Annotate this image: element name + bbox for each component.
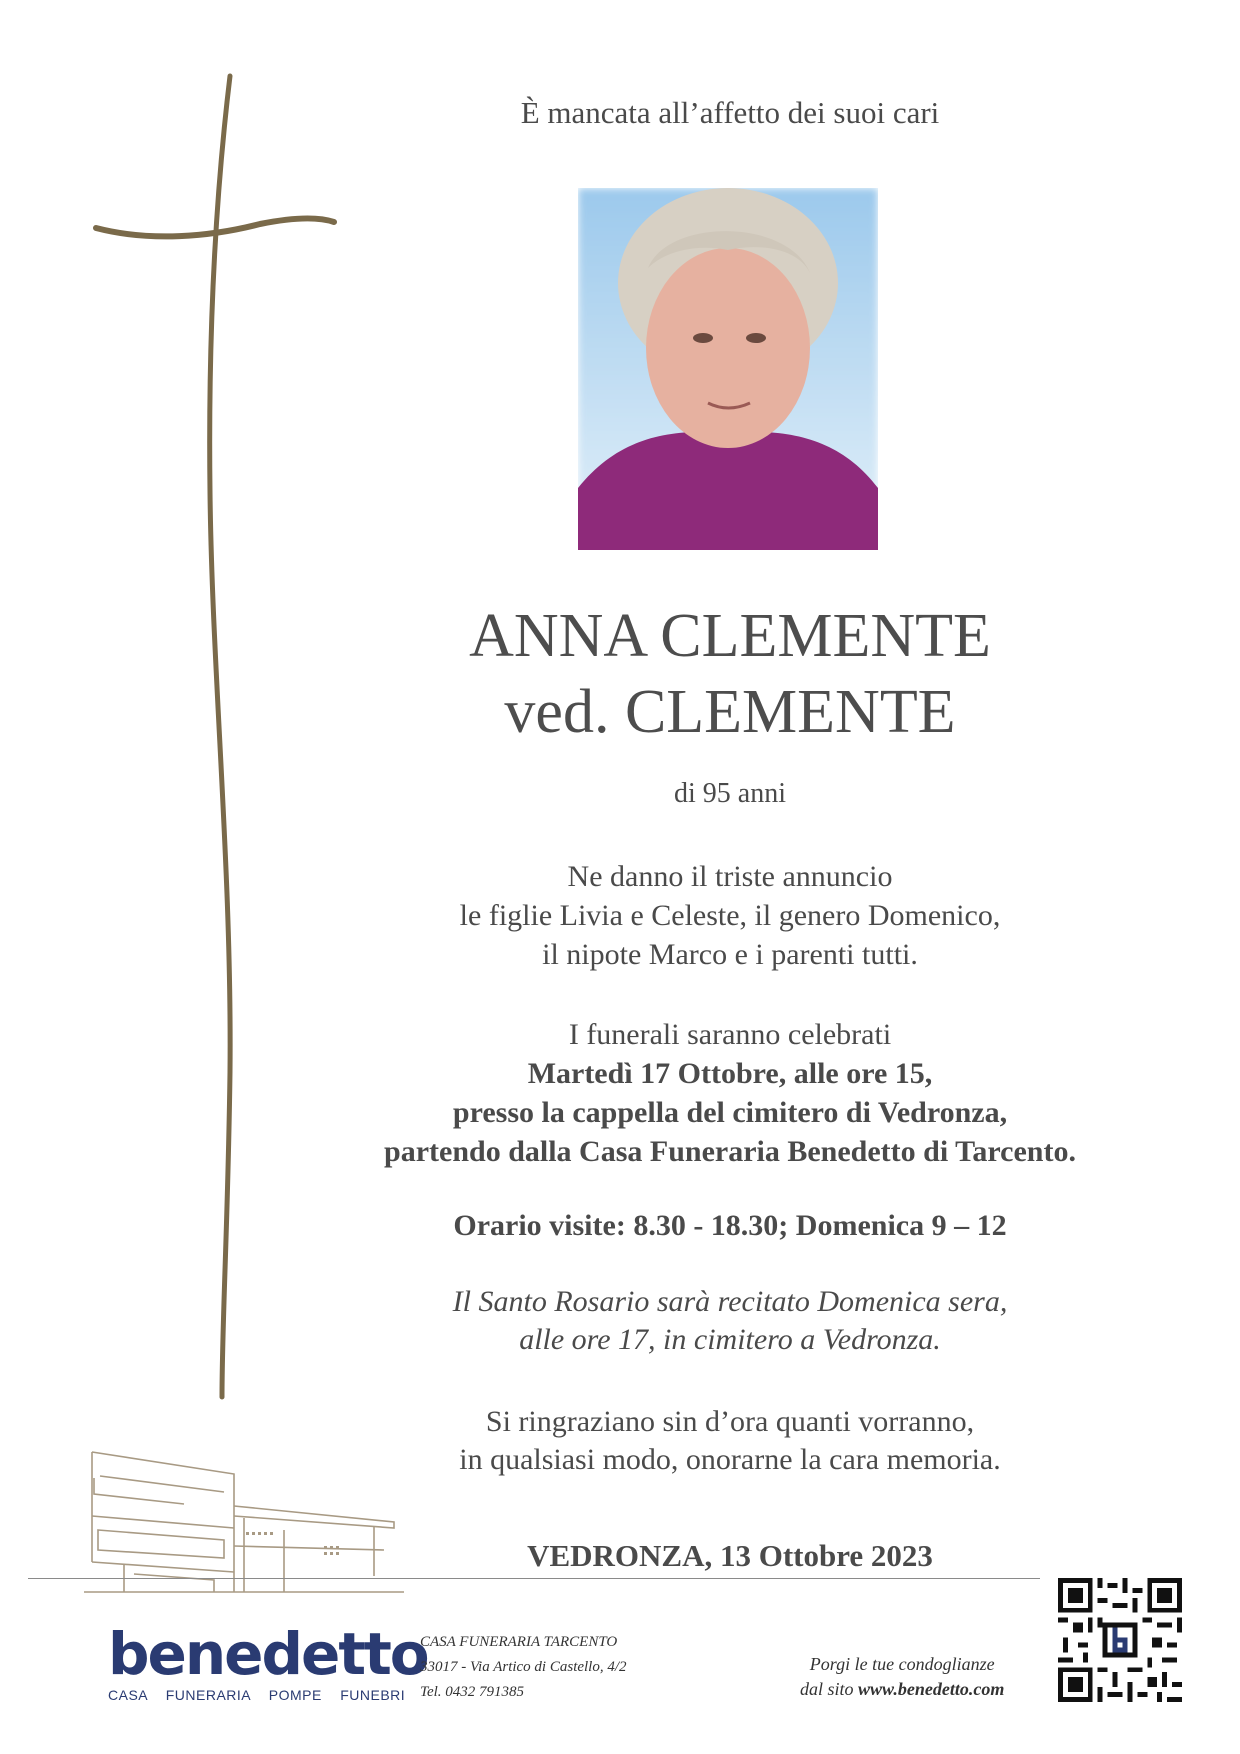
condolences-site-link[interactable]: www.benedetto.com — [858, 1679, 1005, 1699]
brand-tagline: CASA FUNERARIA POMPE FUNEBRI — [108, 1687, 406, 1703]
qr-code-icon[interactable] — [1058, 1578, 1182, 1702]
address-line: CASA FUNERARIA TARCENTO — [420, 1634, 618, 1650]
name-line-2: ved. CLEMENTE — [504, 678, 956, 746]
address-line: 33017 - Via Artico di Castello, 4/2 — [420, 1659, 627, 1675]
portrait-photo — [578, 188, 878, 550]
funeral-paragraph — [300, 1015, 1160, 1171]
condolences-note — [800, 1652, 1004, 1702]
rosary-line: alle ore 17, in cimitero a Vedronza. — [519, 1323, 941, 1356]
condolences-line-2 — [800, 1677, 1004, 1702]
footer-divider — [28, 1578, 1040, 1579]
announcement-line: le figlie Livia e Celeste, il genero Domenico, — [459, 899, 1001, 932]
announcement-paragraph — [300, 857, 1160, 974]
thanks-line: in qualsiasi modo, onorarne la cara memoria. — [459, 1443, 1001, 1476]
funeral-home-address — [420, 1630, 627, 1705]
visiting-hours: Orario visite: 8.30 - 18.30; Domenica 9 – 12 — [453, 1209, 1007, 1242]
address-line: Tel. 0432 791385 — [420, 1684, 525, 1700]
funeral-intro: I funerali saranno celebrati — [568, 1018, 892, 1051]
funeral-departure: partendo dalla Casa Funeraria Benedetto di Tarcento. — [384, 1135, 1076, 1168]
condolences-line: Porgi le tue condoglianze — [809, 1654, 995, 1674]
brand-logo: benedetto — [108, 1620, 428, 1688]
announcement-line: il nipote Marco e i parenti tutti. — [542, 938, 918, 971]
dateline: VEDRONZA, 13 Ottobre 2023 — [527, 1538, 933, 1573]
thanks-line: Si ringraziano sin d’ora quanti vorranno, — [485, 1405, 975, 1438]
funeral-date: Martedì 17 Ottobre, alle ore 15, — [527, 1057, 933, 1090]
rosary-paragraph — [300, 1283, 1160, 1359]
name-line-1: ANNA CLEMENTE — [469, 602, 991, 670]
intro-text: È mancata all’affetto dei suoi cari — [520, 95, 940, 130]
rosary-line: Il Santo Rosario sarà recitato Domenica sera, — [452, 1285, 1008, 1318]
announcement-line: Ne danno il triste annuncio — [567, 860, 893, 893]
deceased-name — [300, 598, 1160, 750]
age-text: di 95 anni — [674, 778, 786, 809]
funeral-place: presso la cappella del cimitero di Vedronza, — [452, 1096, 1008, 1129]
condolences-prefix: dal sito — [800, 1679, 859, 1699]
thanks-paragraph — [300, 1403, 1160, 1479]
